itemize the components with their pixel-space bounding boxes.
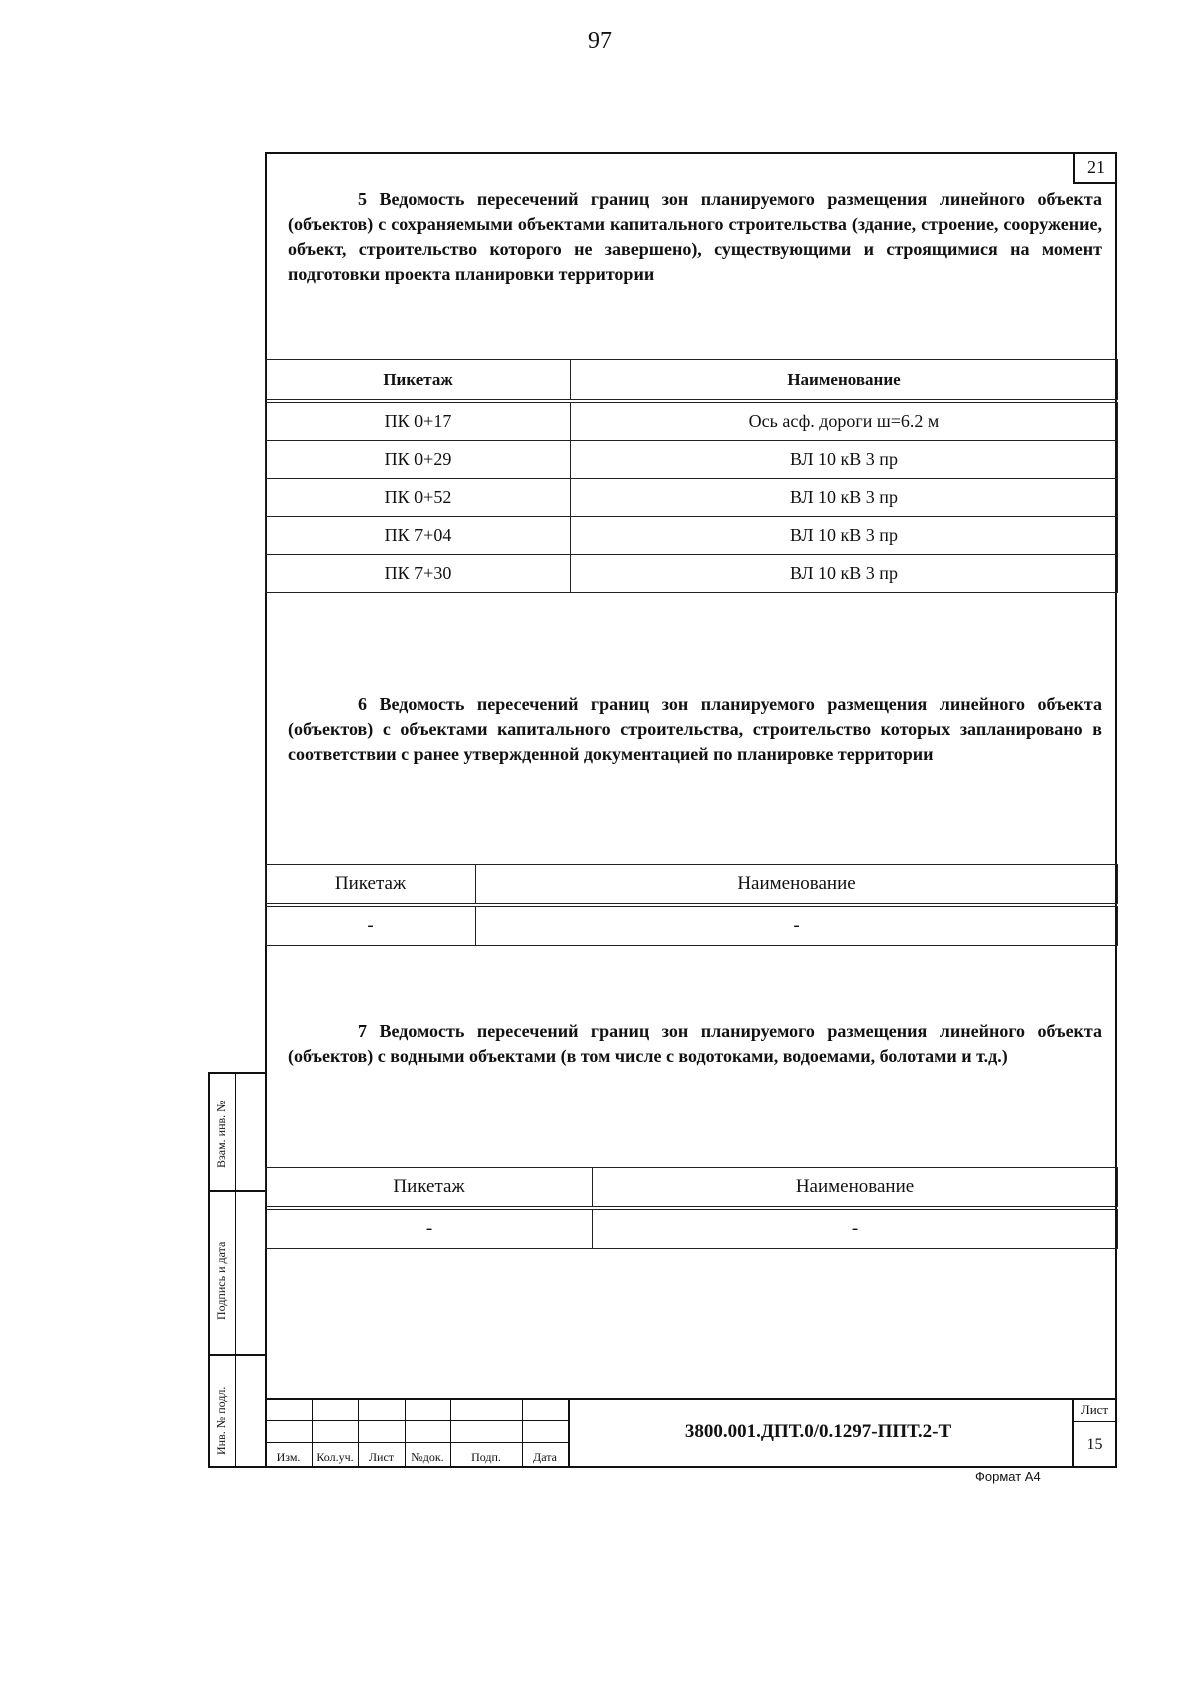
drawing-frame: [265, 152, 1117, 1468]
section-6-title: Ведомость пересечений границ зон планируемого размещения линейного объекта (объектов) с объектами капитального строительства, строительство которых запланировано в соответствии с ранее утвержденной документацией по планировке территории: [288, 694, 1102, 764]
corner-sheet-number: 21: [1073, 152, 1117, 184]
section-6-heading: [288, 692, 1102, 767]
section-7-number: 7: [358, 1021, 367, 1041]
format-label: Формат А4: [975, 1469, 1041, 1484]
tb-label-ndok: №док.: [411, 1450, 444, 1464]
table-header-row: [266, 360, 1118, 402]
title-block-rule: [265, 1442, 570, 1443]
side-label-inv-podl: Инв. № подл.: [214, 1386, 228, 1455]
table-row: [266, 479, 1118, 517]
tb-label-izm: Изм.: [276, 1450, 301, 1464]
table-row: [266, 517, 1118, 555]
cell-piketazh: ПК 0+29: [266, 441, 571, 479]
section-5-table: [265, 359, 1118, 593]
side-label-vzam-inv: Взам. инв. №: [214, 1100, 228, 1168]
cell-naimenovanie: Ось асф. дороги ш=6.2 м: [571, 401, 1118, 441]
cell-naimenovanie: ВЛ 10 кВ 3 пр: [571, 441, 1118, 479]
cell-piketazh: ПК 7+30: [266, 555, 571, 593]
table-row: [266, 905, 1118, 946]
cell-naimenovanie: ВЛ 10 кВ 3 пр: [571, 479, 1118, 517]
title-block-rule: [1072, 1421, 1117, 1422]
page-number: 97: [588, 28, 612, 54]
tb-label-podp: Подп.: [471, 1450, 501, 1464]
section-6-number: 6: [358, 694, 367, 714]
side-label-podpis-data: Подпись и дата: [214, 1241, 228, 1320]
section-5-title: Ведомость пересечений границ зон планируемого размещения линейного объекта (объектов) с сохраняемыми объектами капитального строительства (здание, строение, сооружение, объект, строительство которого не завершено), существующими и строящимися на момент подготовки проекта планировки территории: [288, 189, 1102, 284]
table-header-row: [266, 1168, 1118, 1209]
section-7-heading: [288, 1019, 1102, 1069]
side-stamp-divider: [208, 1190, 265, 1192]
side-stamp-divider: [208, 1354, 265, 1356]
column-header-naimenovanie: Наименование: [593, 1168, 1118, 1209]
column-header-naimenovanie: Наименование: [476, 865, 1118, 906]
cell-naimenovanie: ВЛ 10 кВ 3 пр: [571, 555, 1118, 593]
column-header-piketazh: Пикетаж: [266, 360, 571, 402]
cell-piketazh: -: [266, 1208, 593, 1249]
cell-piketazh: ПК 0+17: [266, 401, 571, 441]
title-block-rule: [265, 1420, 570, 1421]
section-7-table: [265, 1167, 1118, 1249]
section-7-title: Ведомость пересечений границ зон планируемого размещения линейного объекта (объектов) с водными объектами (в том числе с водотоками, водоемами, болотами и т.д.): [288, 1021, 1102, 1066]
cell-piketazh: ПК 7+04: [266, 517, 571, 555]
column-header-piketazh: Пикетаж: [266, 865, 476, 906]
cell-naimenovanie: -: [593, 1208, 1118, 1249]
column-header-piketazh: Пикетаж: [266, 1168, 593, 1209]
table-row: [266, 1208, 1118, 1249]
sheet-number: 15: [1086, 1436, 1103, 1453]
cell-piketazh: -: [266, 905, 476, 946]
cell-naimenovanie: ВЛ 10 кВ 3 пр: [571, 517, 1118, 555]
document-code: 3800.001.ДПТ.0/0.1297-ППТ.2-Т: [684, 1421, 952, 1442]
table-header-row: [266, 865, 1118, 906]
section-5-heading: [288, 187, 1102, 287]
column-header-naimenovanie: Наименование: [571, 360, 1118, 402]
table-row: [266, 555, 1118, 593]
sheet-label: Лист: [1080, 1402, 1109, 1417]
cell-naimenovanie: -: [476, 905, 1118, 946]
table-row: [266, 401, 1118, 441]
section-5-number: 5: [358, 189, 367, 209]
tb-label-kol-uch: Кол.уч.: [316, 1450, 354, 1464]
tb-label-list: Лист: [368, 1450, 395, 1464]
cell-piketazh: ПК 0+52: [266, 479, 571, 517]
section-6-table: [265, 864, 1118, 946]
tb-label-data: Дата: [533, 1450, 557, 1464]
table-row: [266, 441, 1118, 479]
